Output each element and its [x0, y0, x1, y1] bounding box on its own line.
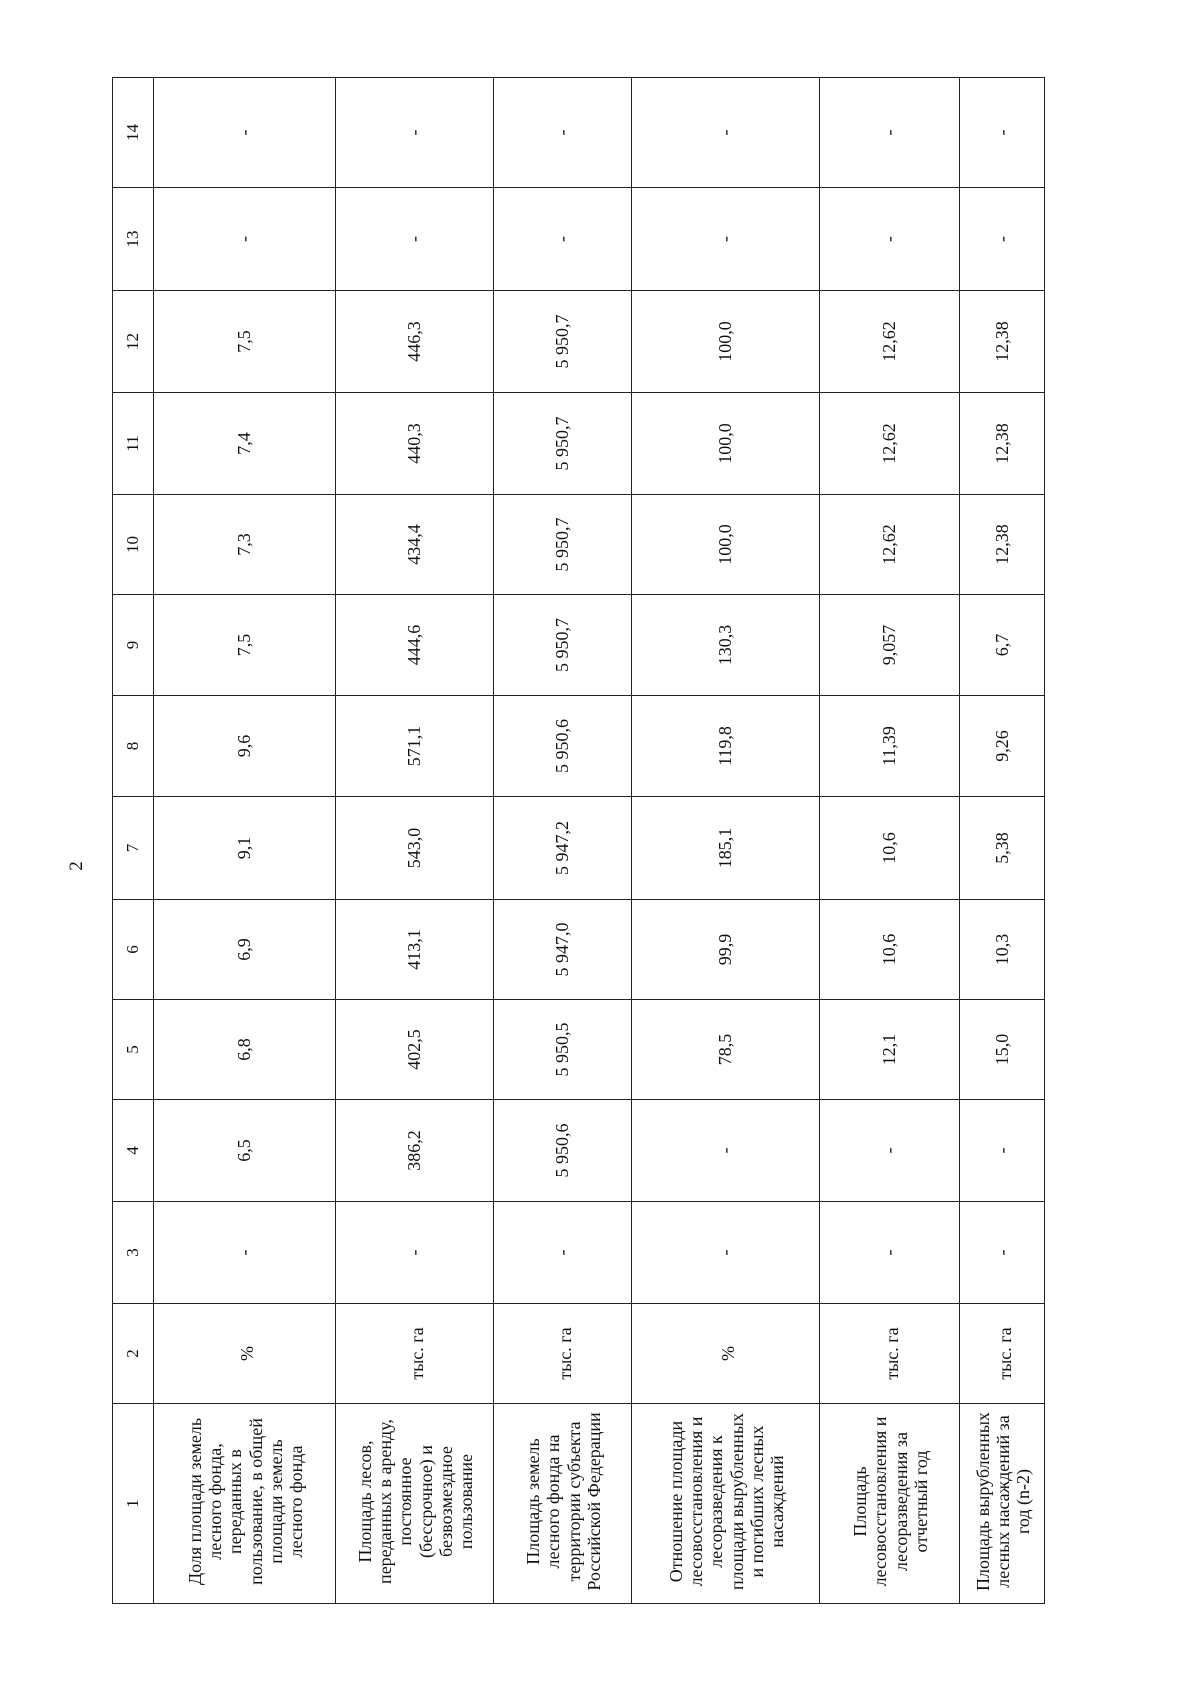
value-cell: -: [820, 78, 960, 188]
value-cell: 7,4: [154, 393, 336, 495]
value-cell: 386,2: [336, 1100, 494, 1202]
header-cell: 5: [113, 1000, 154, 1100]
value-cell: 6,5: [154, 1100, 336, 1202]
table-row: [960, 78, 1045, 1604]
value-cell: 130,3: [632, 595, 820, 696]
header-cell: 13: [113, 188, 154, 291]
unit-cell: тыс. га: [960, 1304, 1045, 1404]
value-cell: 5 950,6: [494, 696, 632, 797]
table-row: [154, 78, 336, 1604]
indicator-name: Площадь лесов, переданных в аренду, постоянное (бессрочное) и безвозмездное пользование: [336, 1404, 494, 1604]
value-cell: -: [336, 78, 494, 188]
value-cell: 402,5: [336, 1000, 494, 1100]
value-cell: -: [632, 78, 820, 188]
value-cell: 5,38: [960, 797, 1045, 900]
value-cell: -: [960, 78, 1045, 188]
value-cell: -: [336, 1202, 494, 1304]
unit-cell: тыс. га: [336, 1304, 494, 1404]
page-number: 2: [65, 861, 87, 871]
indicator-table: [112, 77, 1045, 1604]
header-cell: 1: [113, 1404, 154, 1604]
rotated-table-container: [112, 78, 1045, 1604]
header-cell: 14: [113, 78, 154, 188]
unit-cell: тыс. га: [820, 1304, 960, 1404]
table-row: [632, 78, 820, 1604]
header-cell: 12: [113, 291, 154, 393]
value-cell: 9,26: [960, 696, 1045, 797]
value-cell: 444,6: [336, 595, 494, 696]
value-cell: 9,1: [154, 797, 336, 900]
value-cell: 12,1: [820, 1000, 960, 1100]
header-cell: 11: [113, 393, 154, 495]
value-cell: 12,38: [960, 291, 1045, 393]
value-cell: 10,6: [820, 900, 960, 1000]
indicator-name: Площадь лесовосстановления и лесоразведения за отчетный год: [820, 1404, 960, 1604]
value-cell: 100,0: [632, 291, 820, 393]
value-cell: -: [960, 1202, 1045, 1304]
value-cell: 5 950,5: [494, 1000, 632, 1100]
value-cell: 119,8: [632, 696, 820, 797]
header-cell: 2: [113, 1304, 154, 1404]
value-cell: -: [960, 188, 1045, 291]
header-cell: 3: [113, 1202, 154, 1304]
header-cell: 10: [113, 495, 154, 595]
value-cell: -: [154, 78, 336, 188]
value-cell: 5 950,7: [494, 291, 632, 393]
indicator-name: Доля площади земель лесного фонда, переданных в пользование, в общей площади земель лесного фонда: [154, 1404, 336, 1604]
value-cell: 12,62: [820, 291, 960, 393]
value-cell: -: [494, 188, 632, 291]
value-cell: 440,3: [336, 393, 494, 495]
unit-cell: %: [632, 1304, 820, 1404]
value-cell: -: [154, 1202, 336, 1304]
header-row: [113, 78, 154, 1604]
value-cell: 571,1: [336, 696, 494, 797]
value-cell: 446,3: [336, 291, 494, 393]
value-cell: 7,3: [154, 495, 336, 595]
value-cell: -: [632, 1100, 820, 1202]
value-cell: -: [820, 1100, 960, 1202]
value-cell: 12,38: [960, 393, 1045, 495]
value-cell: 5 950,7: [494, 393, 632, 495]
value-cell: 9,057: [820, 595, 960, 696]
indicator-name: Площадь вырубленных лесных насаждений за год (n-2): [960, 1404, 1045, 1604]
table-row: [336, 78, 494, 1604]
value-cell: 5 950,7: [494, 495, 632, 595]
header-cell: 4: [113, 1100, 154, 1202]
value-cell: 434,4: [336, 495, 494, 595]
header-cell: 8: [113, 696, 154, 797]
table-row: [494, 78, 632, 1604]
value-cell: 543,0: [336, 797, 494, 900]
value-cell: 9,6: [154, 696, 336, 797]
value-cell: 12,38: [960, 495, 1045, 595]
indicator-name: Площадь земель лесного фонда на территории субъекта Российской Федерации: [494, 1404, 632, 1604]
value-cell: 10,6: [820, 797, 960, 900]
value-cell: 11,39: [820, 696, 960, 797]
value-cell: 12,62: [820, 393, 960, 495]
unit-cell: %: [154, 1304, 336, 1404]
value-cell: 7,5: [154, 291, 336, 393]
unit-cell: тыс. га: [494, 1304, 632, 1404]
value-cell: 6,7: [960, 595, 1045, 696]
value-cell: 413,1: [336, 900, 494, 1000]
value-cell: 6,8: [154, 1000, 336, 1100]
value-cell: -: [494, 78, 632, 188]
value-cell: 6,9: [154, 900, 336, 1000]
value-cell: 10,3: [960, 900, 1045, 1000]
value-cell: -: [494, 1202, 632, 1304]
value-cell: -: [632, 188, 820, 291]
value-cell: -: [632, 1202, 820, 1304]
value-cell: 78,5: [632, 1000, 820, 1100]
value-cell: 185,1: [632, 797, 820, 900]
value-cell: 99,9: [632, 900, 820, 1000]
value-cell: -: [960, 1100, 1045, 1202]
value-cell: -: [820, 1202, 960, 1304]
table-row: [820, 78, 960, 1604]
value-cell: 5 950,6: [494, 1100, 632, 1202]
header-cell: 7: [113, 797, 154, 900]
value-cell: -: [154, 188, 336, 291]
value-cell: 7,5: [154, 595, 336, 696]
header-cell: 6: [113, 900, 154, 1000]
indicator-name: Отношение площади лесовосстановления и лесоразведения к площади вырубленных и погибших лесных насаждений: [632, 1404, 820, 1604]
value-cell: -: [336, 188, 494, 291]
value-cell: 5 947,0: [494, 900, 632, 1000]
value-cell: 15,0: [960, 1000, 1045, 1100]
value-cell: 5 947,2: [494, 797, 632, 900]
value-cell: 12,62: [820, 495, 960, 595]
value-cell: -: [820, 188, 960, 291]
header-cell: 9: [113, 595, 154, 696]
value-cell: 5 950,7: [494, 595, 632, 696]
value-cell: 100,0: [632, 393, 820, 495]
value-cell: 100,0: [632, 495, 820, 595]
